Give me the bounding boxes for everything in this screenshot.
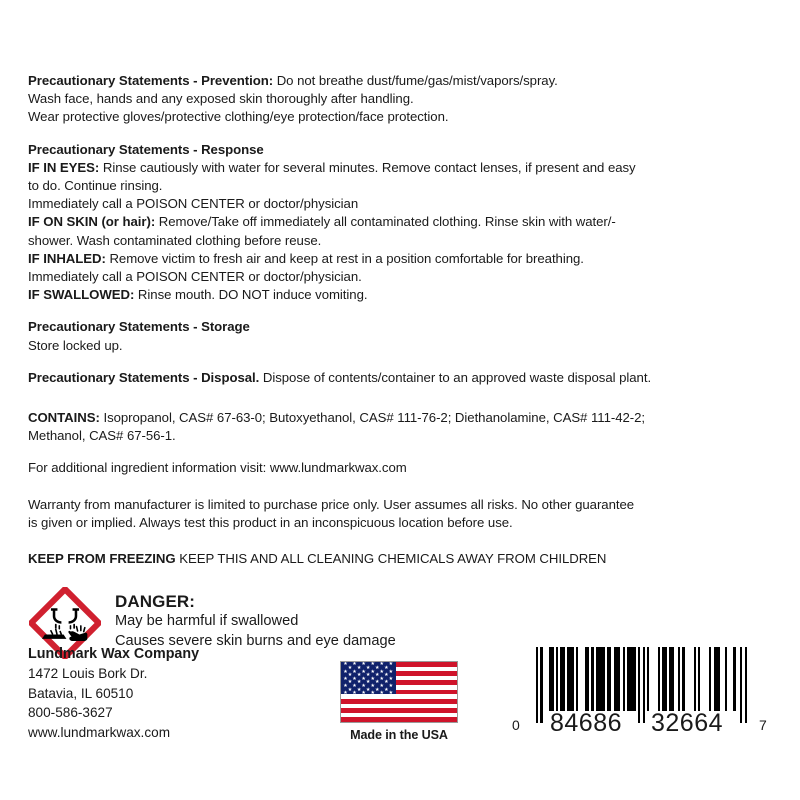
response-item-poison-center: Immediately call a POISON CENTER or doctor/physician — [28, 196, 359, 212]
flag-star: ★ — [365, 679, 371, 686]
contains-section — [28, 409, 772, 445]
flag-star: ★ — [352, 683, 357, 690]
spacer — [28, 445, 772, 459]
storage-text: Store locked up. — [28, 337, 123, 353]
flag-star: ★ — [361, 683, 367, 690]
danger-signal-word: DANGER: — [115, 592, 196, 612]
danger-statement-2: Causes severe skin burns and eye damage — [115, 632, 396, 649]
flag-star: ★ — [388, 675, 394, 682]
flag-star: ★ — [370, 661, 376, 668]
contains-line-1 — [28, 409, 772, 427]
flag-star: ★ — [347, 679, 353, 686]
flag-star: ★ — [365, 672, 371, 679]
warranty-section — [28, 496, 772, 532]
flag-star: ★ — [370, 683, 376, 690]
upc-left-digit: 0 — [512, 717, 521, 733]
flag-star: ★ — [347, 665, 353, 672]
flag-star: ★ — [365, 686, 371, 693]
flag-star: ★ — [375, 686, 380, 693]
flag-star: ★ — [379, 661, 385, 668]
flag-star: ★ — [352, 690, 357, 697]
company-address-line-2: Batavia, IL 60510 — [28, 685, 134, 701]
flag-star: ★ — [379, 675, 385, 682]
flag-star: ★ — [343, 683, 348, 690]
flag-star: ★ — [379, 690, 385, 697]
flag-star: ★ — [343, 668, 348, 675]
flag-star: ★ — [370, 690, 376, 697]
response-item-inhaled — [28, 250, 772, 268]
flag-star: ★ — [375, 672, 380, 679]
response-text-skin: Remove/Take off immediately all contaminated clothing. Rinse skin with water/- — [155, 214, 616, 230]
company-phone: 800-586-3627 — [28, 705, 113, 721]
upc-group-right: 32664 — [651, 709, 724, 737]
flag-star: ★ — [343, 661, 348, 668]
flag-star: ★ — [352, 668, 357, 675]
prevention-section — [28, 72, 772, 127]
warranty-line-1: Warranty from manufacturer is limited to purchase price only. User assumes all risks. No other guarantee — [28, 496, 635, 512]
danger-block — [115, 587, 396, 651]
storage-heading: Precautionary Statements - Storage — [28, 319, 250, 335]
prevention-line-2: Wear protective gloves/protective clothing/eye protection/face protection. — [28, 109, 449, 125]
company-name: Lundmark Wax Company — [28, 646, 200, 662]
flag-star: ★ — [370, 675, 376, 682]
response-text-inhaled: Remove victim to fresh air and keep at rest in a position comfortable for breathing. — [105, 250, 584, 266]
response-cont-eyes: to do. Continue rinsing. — [28, 178, 163, 194]
company-address-line-1: 1472 Louis Bork Dr. — [28, 666, 148, 682]
contains-line-2: Methanol, CAS# 67-56-1. — [28, 428, 176, 444]
warranty-line-2: is given or implied. Always test this product in an inconspicuous location before use. — [28, 514, 513, 530]
prevention-heading-text: Do not breathe dust/fume/gas/mist/vapors/spray. — [273, 73, 558, 88]
flag-star: ★ — [375, 665, 380, 672]
flag-star: ★ — [356, 686, 362, 693]
barcode-digits — [506, 707, 778, 737]
flag-star: ★ — [356, 665, 362, 672]
prevention-heading: Precautionary Statements - Prevention: — [28, 73, 274, 88]
flag-star: ★ — [388, 690, 394, 697]
spacer — [28, 127, 772, 141]
flag-star: ★ — [361, 675, 367, 682]
response-item-skin — [28, 213, 772, 231]
company-block — [28, 645, 199, 742]
flag-star: ★ — [356, 679, 362, 686]
response-label-inhaled: IF INHALED: — [28, 250, 106, 266]
flag-star: ★ — [343, 690, 348, 697]
made-in-usa-caption: Made in the USA — [350, 728, 448, 742]
upc-group-left: 84686 — [550, 709, 623, 737]
flag-star: ★ — [347, 672, 353, 679]
disposal-heading: Precautionary Statements - Disposal. — [28, 369, 260, 385]
disposal-line — [28, 369, 772, 387]
flag-star: ★ — [388, 683, 394, 690]
spacer — [28, 387, 772, 409]
response-section — [28, 141, 772, 305]
flag-star: ★ — [352, 661, 357, 668]
flag-canton — [341, 661, 396, 697]
made-in-usa-block — [336, 661, 462, 742]
flag-star: ★ — [379, 683, 385, 690]
label-footer — [28, 645, 778, 760]
flag-star: ★ — [361, 690, 367, 697]
keep-from-freezing-label: KEEP FROM FREEZING — [28, 551, 176, 567]
disposal-text: Dispose of contents/container to an approved waste disposal plant. — [259, 369, 652, 385]
flag-star: ★ — [356, 672, 362, 679]
upc-right-digit: 7 — [759, 717, 768, 733]
spacer — [28, 478, 772, 496]
company-website: www.lundmarkwax.com — [28, 724, 171, 740]
ingredient-info-line: For additional ingredient information visit: www.lundmarkwax.com — [28, 460, 407, 476]
response-label-skin: IF ON SKIN (or hair): — [28, 214, 156, 230]
flag-star: ★ — [375, 679, 380, 686]
spacer — [28, 355, 772, 369]
flag-star: ★ — [343, 675, 348, 682]
storage-section — [28, 318, 772, 354]
flag-star: ★ — [370, 668, 376, 675]
flag-star: ★ — [365, 665, 371, 672]
danger-statement-1: May be harmful if swallowed — [115, 613, 299, 630]
flag-star: ★ — [388, 661, 394, 668]
response-heading: Precautionary Statements - Response — [28, 141, 264, 157]
keep-from-freezing-line — [28, 550, 772, 568]
spacer — [28, 304, 772, 318]
response-label-eyes: IF IN EYES: — [28, 159, 100, 175]
flag-star: ★ — [384, 679, 389, 686]
contains-ingredients-1: Isopropanol, CAS# 67-63-0; Butoxyethanol, CAS# 111-76-2; Diethanolamine, CAS# 111-42-2; — [99, 410, 646, 426]
upc-barcode — [506, 645, 778, 753]
response-item-swallowed — [28, 286, 772, 304]
disposal-section — [28, 369, 772, 387]
flag-star: ★ — [384, 665, 389, 672]
flag-star: ★ — [352, 675, 357, 682]
spacer — [28, 532, 772, 550]
response-text-eyes: Rinse cautiously with water for several minutes. Remove contact lenses, if present and easy — [99, 159, 636, 175]
prevention-line-1: Wash face, hands and any exposed skin thoroughly after handling. — [28, 91, 414, 107]
response-text-swallowed: Rinse mouth. DO NOT induce vomiting. — [134, 287, 368, 303]
flag-star: ★ — [361, 668, 367, 675]
prevention-heading-line — [28, 72, 772, 90]
response-cont-skin: shower. Wash contaminated clothing before reuse. — [28, 232, 322, 248]
response-cont-inhaled: Immediately call a POISON CENTER or doctor/physician. — [28, 269, 362, 285]
response-item-eyes — [28, 159, 772, 177]
flag-star: ★ — [347, 686, 353, 693]
flag-star: ★ — [388, 668, 394, 675]
response-label-swallowed: IF SWALLOWED: — [28, 287, 135, 303]
flag-star: ★ — [384, 672, 389, 679]
flag-star: ★ — [379, 668, 385, 675]
contains-label: CONTAINS: — [28, 410, 100, 426]
flag-star: ★ — [361, 661, 367, 668]
keep-away-children-text: KEEP THIS AND ALL CLEANING CHEMICALS AWAY FROM CHILDREN — [175, 551, 607, 567]
usa-flag-icon — [340, 661, 458, 723]
flag-star: ★ — [384, 686, 389, 693]
